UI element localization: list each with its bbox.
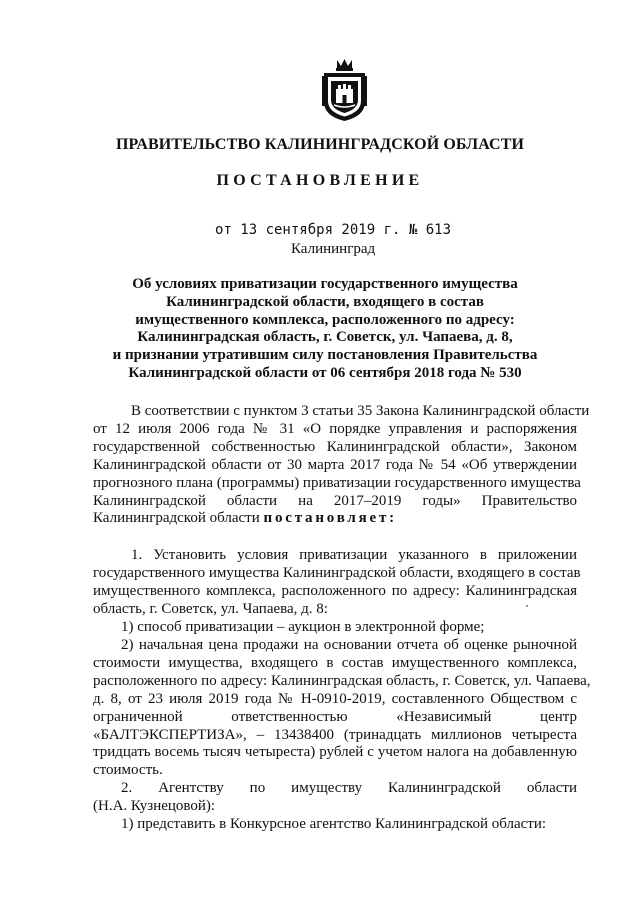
body-line: 1) представить в Конкурсное агентство Калининградской области: [121, 816, 547, 832]
body-line [93, 510, 577, 528]
body-line: 1) способ приватизации – аукцион в электронной форме; [121, 619, 485, 635]
document-subject [80, 276, 570, 383]
item-1-1-paragraph [93, 619, 577, 637]
body-line: имущественного комплекса, расположенного по адресу: Калининградская [93, 582, 577, 599]
body-line: ограниченной ответственностью «Независимый центр [93, 708, 577, 725]
subject-line: и признании утратившим силу постановления Правительства [112, 347, 538, 364]
coat-of-arms-icon [321, 56, 368, 122]
document-city: Калининград [291, 241, 376, 257]
body-line: государственной собственностью Калининградской области», Законом [93, 438, 577, 455]
body-line: 2) начальная цена продажи на основании отчета об оценке рыночной [121, 637, 577, 653]
subject-line: имущественного комплекса, расположенного по адресу: [135, 311, 515, 328]
body-line: В соответствии с пунктом 3 статьи 35 Закона Калининградской области [131, 403, 590, 419]
item-1-paragraph [93, 547, 581, 619]
body-line: 1. Установить условия приватизации указанного в приложении [131, 547, 577, 563]
body-line: область, г. Советск, ул. Чапаева, д. 8: [93, 600, 328, 617]
body-line: 2. Агентству по имуществу Калининградской области [121, 780, 577, 796]
subject-line: Калининградской области от 06 сентября 2018 года № 530 [128, 364, 522, 381]
body-line: стоимость. [93, 762, 163, 779]
subject-line: Калининградская область, г. Советск, ул. Чапаева, д. 8, [137, 329, 513, 346]
body-line-text: Калининградской области [93, 510, 260, 527]
body-line: стоимости имущества, входящего в состав имущественного комплекса, [93, 654, 577, 671]
body-line: расположенного по адресу: Калининградская область, г. Советск, ул. Чапаева, [93, 672, 591, 689]
subject-line: Об условиях приватизации государственного имущества [132, 276, 518, 292]
body-line: «БАЛТЭКСПЕРТИЗА», – 13438400 (тринадцать миллионов четыреста [93, 726, 577, 743]
item-1-2-paragraph [93, 637, 591, 780]
document-type: ПОСТАНОВЛЕНИЕ [216, 172, 424, 189]
body-line: от 12 июля 2006 года № 31 «О порядке управления и распоряжения [93, 420, 577, 437]
body-line: прогнозного плана (программы) приватизации государственного имущества [93, 474, 581, 491]
document-date-number: от 13 сентября 2019 г. № 613 [215, 222, 452, 238]
subject-line: Калининградской области, входящего в состав [166, 293, 484, 310]
preamble-paragraph [93, 403, 590, 528]
item-2-paragraph [93, 780, 577, 816]
item-2-1-paragraph [93, 816, 577, 834]
body-line: тридцать восемь тысяч четыреста) рублей с учетом налога на добавленную [93, 744, 577, 761]
body-line: Калининградской области от 30 марта 2017 года № 54 «Об утверждении [93, 456, 577, 473]
body-line: (Н.А. Кузнецовой): [93, 797, 216, 814]
body-line: д. 8, от 23 июля 2019 года № Н-0910-2019, составленного Обществом с [93, 690, 577, 707]
decree-word: постановляет: [263, 510, 397, 527]
scan-speck [526, 605, 528, 607]
body-line: государственного имущества Калининградской области, входящего в состав [93, 564, 581, 581]
body-line: Калининградской области на 2017–2019 годы» Правительство [93, 492, 577, 509]
government-name: ПРАВИТЕЛЬСТВО КАЛИНИНГРАДСКОЙ ОБЛАСТИ [115, 136, 525, 153]
